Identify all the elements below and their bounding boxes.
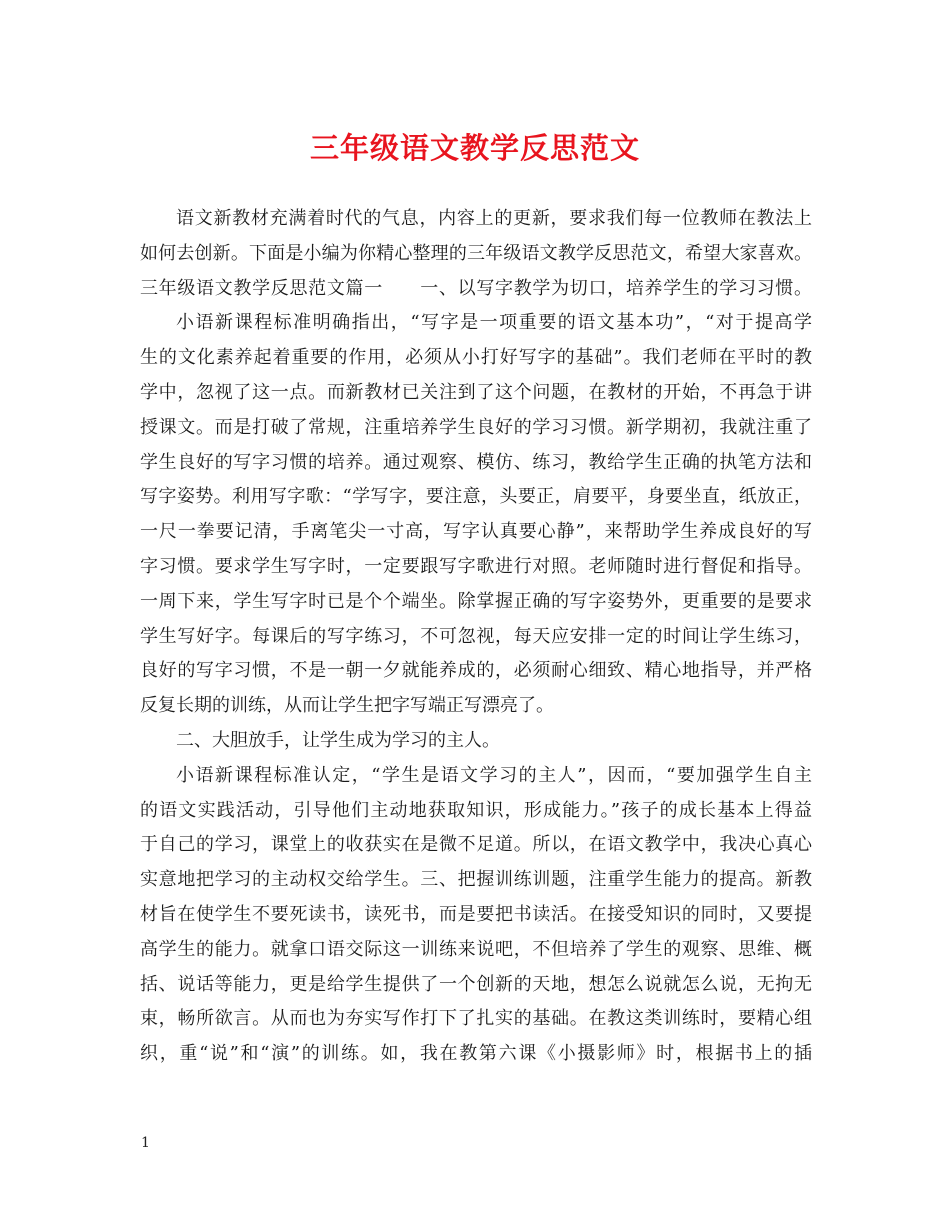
text-line: 一尺一拳要记清，手离笔尖一寸高，写字认真要心静”，来帮助学生养成良好的写 (140, 521, 812, 543)
text-line: 一周下来，学生写字时已是个个端坐。除掌握正确的写字姿势外，更重要的是要求 (140, 590, 812, 612)
text-line: 三年级语文教学反思范文篇一 一、以写字教学为切口，培养学生的学习习惯。 (140, 277, 812, 299)
text-line: 良好的写字习惯，不是一朝一夕就能养成的，必须耐心细致、精心地指导，并严格 (140, 660, 812, 682)
document-body (140, 202, 812, 1072)
text-line: 如何去创新。下面是小编为你精心整理的三年级语文教学反思范文，希望大家喜欢。 (140, 242, 812, 264)
text-line: 小语新课程标准认定，“学生是语文学习的主人”，因而，“要加强学生自主 (176, 764, 812, 786)
text-line: 小语新课程标准明确指出，“写字是一项重要的语文基本功”，“对于提高学 (176, 312, 812, 334)
document-title: 三年级语文教学反思范文 (309, 131, 640, 165)
text-line: 反复长期的训练，从而让学生把字写端正写漂亮了。 (140, 695, 554, 717)
text-line: 材旨在使学生不要死读书，读死书，而是要把书读活。在接受知识的同时，又要提 (140, 903, 812, 925)
text-line: 于自己的学习，课堂上的收获实在是微不足道。所以，在语文教学中，我决心真心 (140, 834, 812, 856)
page-number: 1 (141, 1135, 150, 1151)
text-line: 学生写好字。每课后的写字练习，不可忽视，每天应安排一定的时间让学生练习， (140, 625, 812, 647)
text-line: 学中，忽视了这一点。而新教材已关注到了这个问题，在教材的开始，不再急于讲 (140, 381, 812, 403)
text-line: 织，重“说”和“演”的训练。如，我在教第六课《小摄影师》时，根据书上的插 (140, 1043, 812, 1065)
text-line: 实意地把学习的主动权交给学生。三、把握训练训题，注重学生能力的提高。新教 (140, 869, 812, 891)
text-line: 束，畅所欲言。从而也为夯实写作打下了扎实的基础。在教这类训练时，要精心组 (140, 1008, 812, 1030)
text-line: 高学生的能力。就拿口语交际这一训练来说吧，不但培养了学生的观察、思维、概 (140, 938, 812, 960)
text-line: 二、大胆放手，让学生成为学习的主人。 (176, 729, 500, 751)
text-line: 写字姿势。利用写字歌：“学写字，要注意，头要正，肩要平，身要坐直，纸放正， (140, 486, 812, 508)
text-line: 的语文实践活动，引导他们主动地获取知识，形成能力。”孩子的成长基本上得益 (140, 799, 812, 821)
text-line: 语文新教材充满着时代的气息，内容上的更新，要求我们每一位教师在教法上 (176, 208, 812, 229)
text-line: 学生良好的写字习惯的培养。通过观察、模仿、练习，教给学生正确的执笔方法和 (140, 451, 812, 473)
text-line: 括、说话等能力，更是给学生提供了一个创新的天地，想怎么说就怎么说，无拘无 (140, 973, 812, 995)
text-line: 授课文。而是打破了常规，注重培养学生良好的学习习惯。新学期初，我就注重了 (140, 416, 812, 438)
text-line: 生的文化素养起着重要的作用，必须从小打好写字的基础”。我们老师在平时的教 (140, 347, 812, 369)
text-line: 字习惯。要求学生写字时，一定要跟写字歌进行对照。老师随时进行督促和指导。 (140, 555, 812, 577)
